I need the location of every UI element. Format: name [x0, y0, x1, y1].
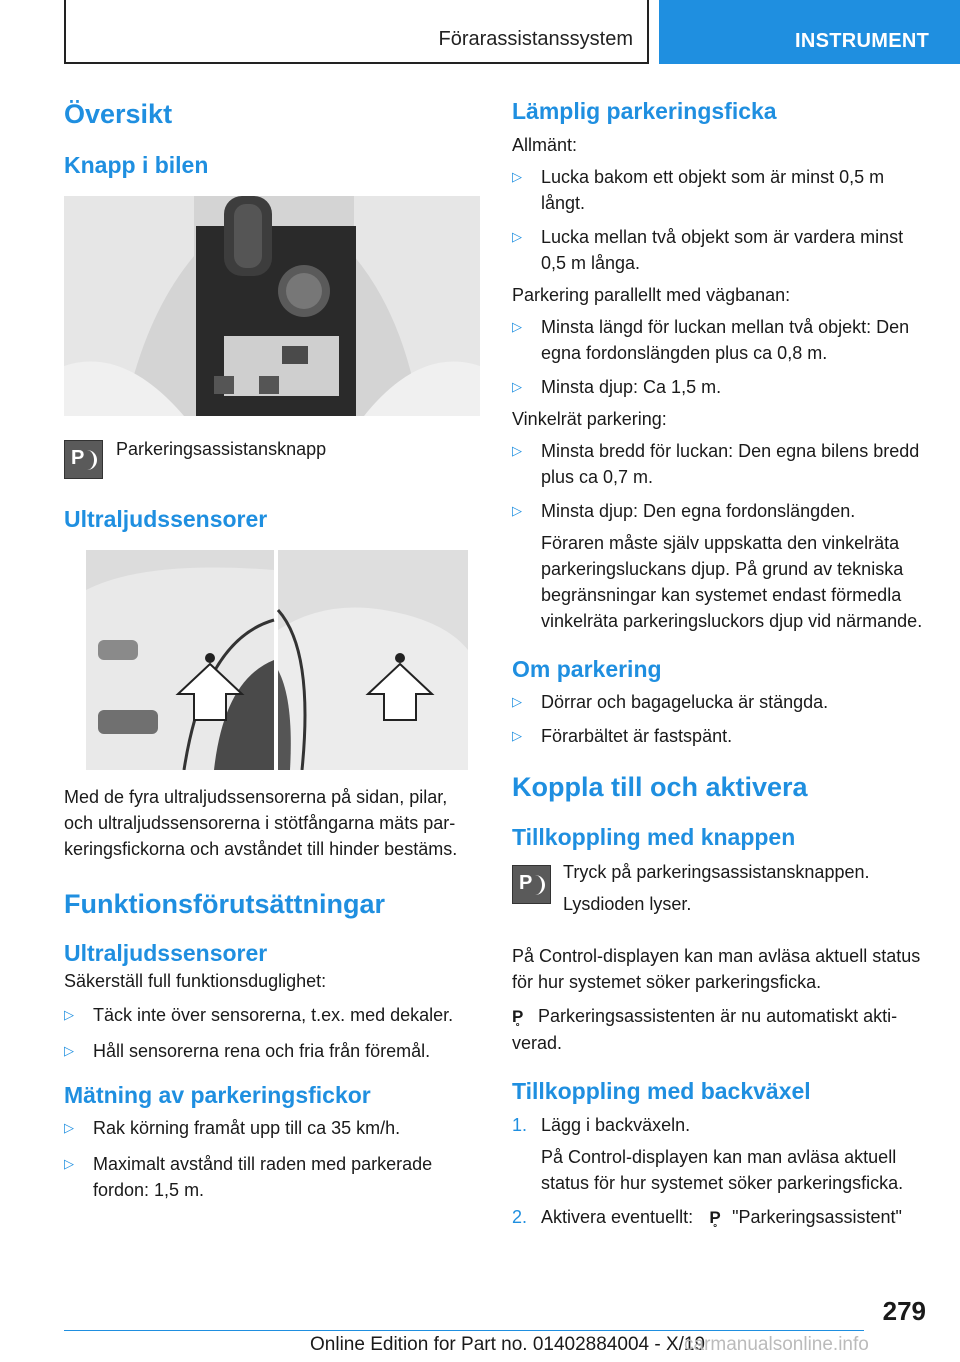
measuring-list — [64, 1115, 480, 1203]
left-column — [64, 98, 480, 1203]
ensure-text: Säkerställ full funktionsduglighet: — [64, 970, 327, 991]
bullet-triangle-icon: ▷ — [512, 442, 522, 458]
list-item: ▷ Minsta djup: Ca 1,5 m. — [512, 374, 927, 400]
step-item: 1. Lägg i backväxeln. På Control-displayen kan man avläsa aktuell status för hur systemet söker parkeringsficka. — [512, 1114, 904, 1193]
control-display-text: På Control-displayen kan man avläsa aktuell status för hur systemet söker parkeringsficka. — [512, 946, 921, 993]
heading-activate-button: Tillkoppling med knappen — [512, 823, 796, 850]
center-console-photo — [64, 196, 480, 416]
led-status: Lysdioden lyser. — [563, 894, 692, 915]
parking-assist-button-icon: P — [512, 865, 551, 904]
header-section-box — [64, 0, 649, 64]
bullet-triangle-icon: ▷ — [512, 728, 522, 744]
page-number: 279 — [882, 1296, 926, 1326]
watermark: carmanualsonline.info — [684, 1334, 869, 1355]
parking-assistant-icon: P̥ — [709, 1207, 721, 1227]
perpendicular-label: Vinkelrät parkering: — [512, 408, 667, 429]
press-button-block — [512, 859, 927, 923]
list-item: ▷ Maximalt avstånd till raden med parkerade fordon: 1,5 m. — [64, 1151, 480, 1203]
heading-overview: Översikt — [64, 99, 173, 129]
reverse-steps — [512, 1112, 927, 1231]
list-item: ▷ Lucka bakom ett objekt som är minst 0,5 m långt. — [512, 164, 927, 216]
bullet-triangle-icon: ▷ — [64, 1120, 74, 1136]
heading-measuring-spaces: Mätning av parkeringsfickor — [64, 1081, 371, 1108]
bullet-triangle-icon: ▷ — [512, 694, 522, 710]
perpendicular-list — [512, 438, 927, 634]
bullet-triangle-icon: ▷ — [512, 318, 522, 334]
step-item: 2. Aktivera eventuellt: P̥ "Parkeringsassistent" — [512, 1204, 927, 1231]
header-section-title: Förarassistanssystem — [438, 28, 633, 50]
list-item: ▷ Rak körning framåt upp till ca 35 km/h. — [64, 1115, 480, 1141]
bullet-triangle-icon: ▷ — [512, 378, 522, 394]
vehicle-sensors-illustration — [64, 550, 480, 770]
about-parking-list — [512, 689, 927, 749]
list-item: ▷ Håll sensorerna rena och fria från föremål. — [64, 1038, 480, 1064]
bullet-triangle-icon: ▷ — [512, 228, 522, 244]
ensure-list — [64, 1002, 480, 1064]
bullet-triangle-icon: ▷ — [512, 502, 522, 518]
list-item: ▷ Minsta bredd för luckan: Den egna bilens bredd plus ca 0,7 m. — [512, 438, 927, 490]
general-list — [512, 164, 927, 276]
auto-activated-text: P̥ Parkeringsassistenten är nu automatiskt aktiverad. — [512, 1006, 898, 1054]
heading-ultrasonic-sensors: Ultraljudssensorer — [64, 505, 268, 532]
bullet-triangle-icon: ▷ — [64, 1156, 74, 1172]
parking-assistant-icon: P̥ — [512, 1007, 524, 1027]
perpendicular-note: Föraren måste själv uppskatta den vinkelräta parkeringsluckans djup. På grund av tekniska begränsningar kan systemet endast förmedla vinkelräta parkeringsluckors djup vid närmande. — [541, 532, 923, 631]
list-item: ▷ Förarbältet är fastspänt. — [512, 723, 927, 749]
heading-functional-requirements: Funktionsförutsättningar — [64, 888, 385, 919]
list-item: ▷ Täck inte över sensorerna, t.ex. med dekaler. — [64, 1002, 480, 1028]
sensors-description: Med de fyra ultraljudssensorerna på sidan, pilar, och ultraljudssensorerna i stötfångarna mäts parkeringsfickorna och avståndet till hinder bestäms. — [64, 786, 458, 859]
bullet-triangle-icon: ▷ — [64, 1006, 74, 1022]
center-console-illustration — [64, 196, 480, 416]
header-chapter-title: INSTRUMENT — [795, 30, 930, 52]
header-chapter-tab — [659, 0, 960, 64]
list-item: ▷ Dörrar och bagagelucka är stängda. — [512, 689, 927, 715]
sensors-photo — [64, 550, 480, 770]
button-legend — [64, 436, 480, 476]
bullet-triangle-icon: ▷ — [512, 168, 522, 184]
heading-button-in-car: Knapp i bilen — [64, 152, 209, 179]
edition-text: Online Edition for Part no. 01402884004 - X/19 — [310, 1334, 706, 1355]
button-caption: Parkeringsassistansknapp — [116, 438, 327, 459]
right-column — [512, 98, 927, 1231]
general-label: Allmänt: — [512, 134, 578, 155]
press-instruction: Tryck på parkeringsassistansknappen. — [563, 862, 870, 883]
heading-suitable-space: Lämplig parkeringsficka — [512, 98, 777, 124]
footer-divider — [64, 1330, 864, 1331]
list-item: ▷ Minsta djup: Den egna fordonslängden. Föraren måste själv uppskatta den vinkelräta parkeringsluckans djup. På grund av tekniska begränsningar kan systemet endast förmedla vinkelräta parkeringsluckors djup vid närmande. — [512, 498, 927, 634]
list-item: ▷ Minsta längd för luckan mellan två objekt: Den egna fordonslängden plus ca 0,8 m. — [512, 314, 927, 366]
heading-activate: Koppla till och aktivera — [512, 772, 808, 803]
heading-reverse-gear: Tillkoppling med backväxel — [512, 1078, 811, 1105]
parallel-list — [512, 314, 927, 400]
bullet-triangle-icon: ▷ — [64, 1042, 74, 1058]
heading-ultrasonic-sensors-2: Ultraljudssensorer — [64, 939, 268, 966]
heading-about-parking: Om parkering — [512, 655, 662, 682]
parallel-label: Parkering parallellt med vägbanan: — [512, 284, 791, 305]
parking-assist-button-icon: P — [64, 440, 103, 479]
list-item: ▷ Lucka mellan två objekt som är vardera minst 0,5 m långa. — [512, 224, 927, 276]
